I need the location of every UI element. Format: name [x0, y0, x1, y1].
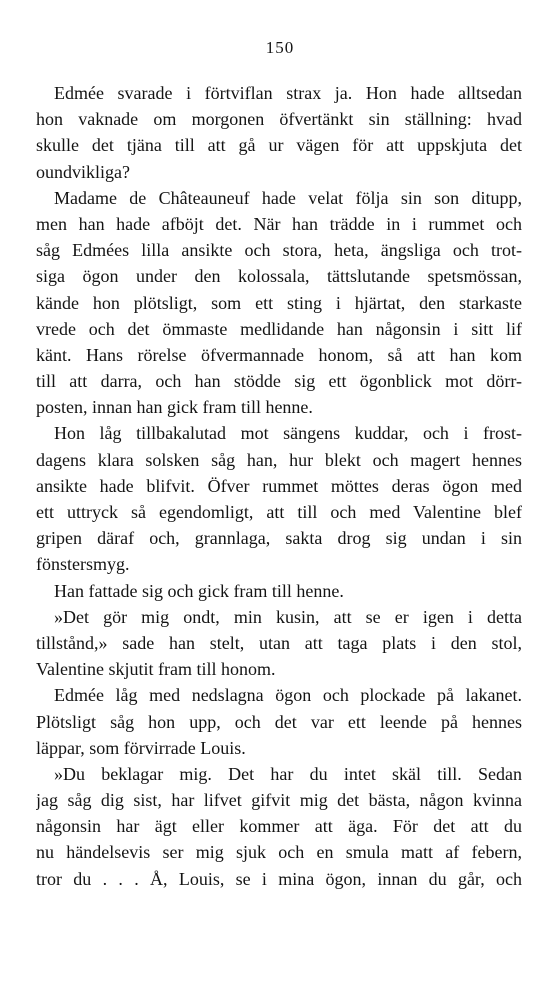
- text-line: oundvikliga?: [36, 161, 130, 182]
- text-line: ansikte hade blifvit. Öfver rummet möttes deras ögon med: [36, 475, 522, 496]
- text-line: läppar, som förvirrade Louis.: [36, 737, 246, 758]
- text-line: posten, innan han gick fram till henne.: [36, 397, 313, 418]
- text-line: Madame de Châteauneuf hade velat följa sin son ditupp,: [54, 187, 522, 208]
- text-line: tror du . . . Å, Louis, se i mina ögon, innan du går, och: [36, 868, 522, 889]
- text-line: Plötsligt såg hon upp, och det var ett leende på hennes: [36, 711, 522, 732]
- text-line: ett uttryck så egendomligt, att till och med Valentine blef: [36, 502, 522, 522]
- text-line: »Du beklagar mig. Det har du intet skäl till. Sedan: [54, 763, 522, 784]
- text-line: jag såg dig sist, har lifvet gifvit mig det bästa, någon kvinna: [36, 790, 522, 811]
- text-line: vrede och det ömmaste medlidande han någonsin i sitt lif: [36, 318, 522, 339]
- text-line: siga ögon under den kolossala, tättslutande spetsmössan,: [36, 266, 522, 287]
- text-line: såg Edmées lilla ansikte och stora, heta, ängsliga och trot-: [36, 240, 522, 261]
- text-line: Hon låg tillbakalutad mot sängens kuddar, och i frost-: [54, 423, 522, 444]
- text-line: någonsin har ägt eller kommer att äga. För det att du: [36, 816, 522, 837]
- text-line: Edmée låg med nedslagna ögon och plockade på lakanet.: [54, 685, 522, 706]
- text-line: Edmée svarade i förtviflan strax ja. Hon hade alltsedan: [54, 83, 522, 103]
- text-line: »Det gör mig ondt, min kusin, att se er igen i detta: [54, 606, 522, 627]
- text-line: kände hon plötsligt, som ett sting i hjärtat, den starkaste: [36, 292, 522, 313]
- text-line: Valentine skjutit fram till honom.: [36, 659, 276, 680]
- text-line: gripen däraf och, grannlaga, sakta drog sig undan i sin: [36, 528, 522, 549]
- text-line: skulle det tjäna till att gå ur vägen för att uppskjuta det: [36, 135, 522, 156]
- text-line: Han fattade sig och gick fram till henne.: [54, 580, 344, 601]
- text-line: tillstånd,» sade han stelt, utan att taga plats i den stol,: [36, 632, 522, 653]
- text-line: till att darra, och han stödde sig ett ögonblick mot dörr-: [36, 371, 522, 392]
- text-line: dagens klara solsken såg han, hur blekt och magert hennes: [36, 449, 522, 470]
- text-line: men han hade afböjt det. När han trädde in i rummet och: [36, 213, 522, 234]
- text-line: nu händelsevis ser mig sjuk och en smula matt af febern,: [36, 842, 522, 863]
- text-line: fönstersmyg.: [36, 554, 130, 575]
- text-line: hon vaknade om morgonen öfvertänkt sin ställning: hvad: [36, 109, 522, 130]
- body-text: [36, 80, 522, 892]
- text-line: känt. Hans rörelse öfvermannade honom, så att han kom: [36, 344, 522, 365]
- page-number: 150: [265, 38, 295, 57]
